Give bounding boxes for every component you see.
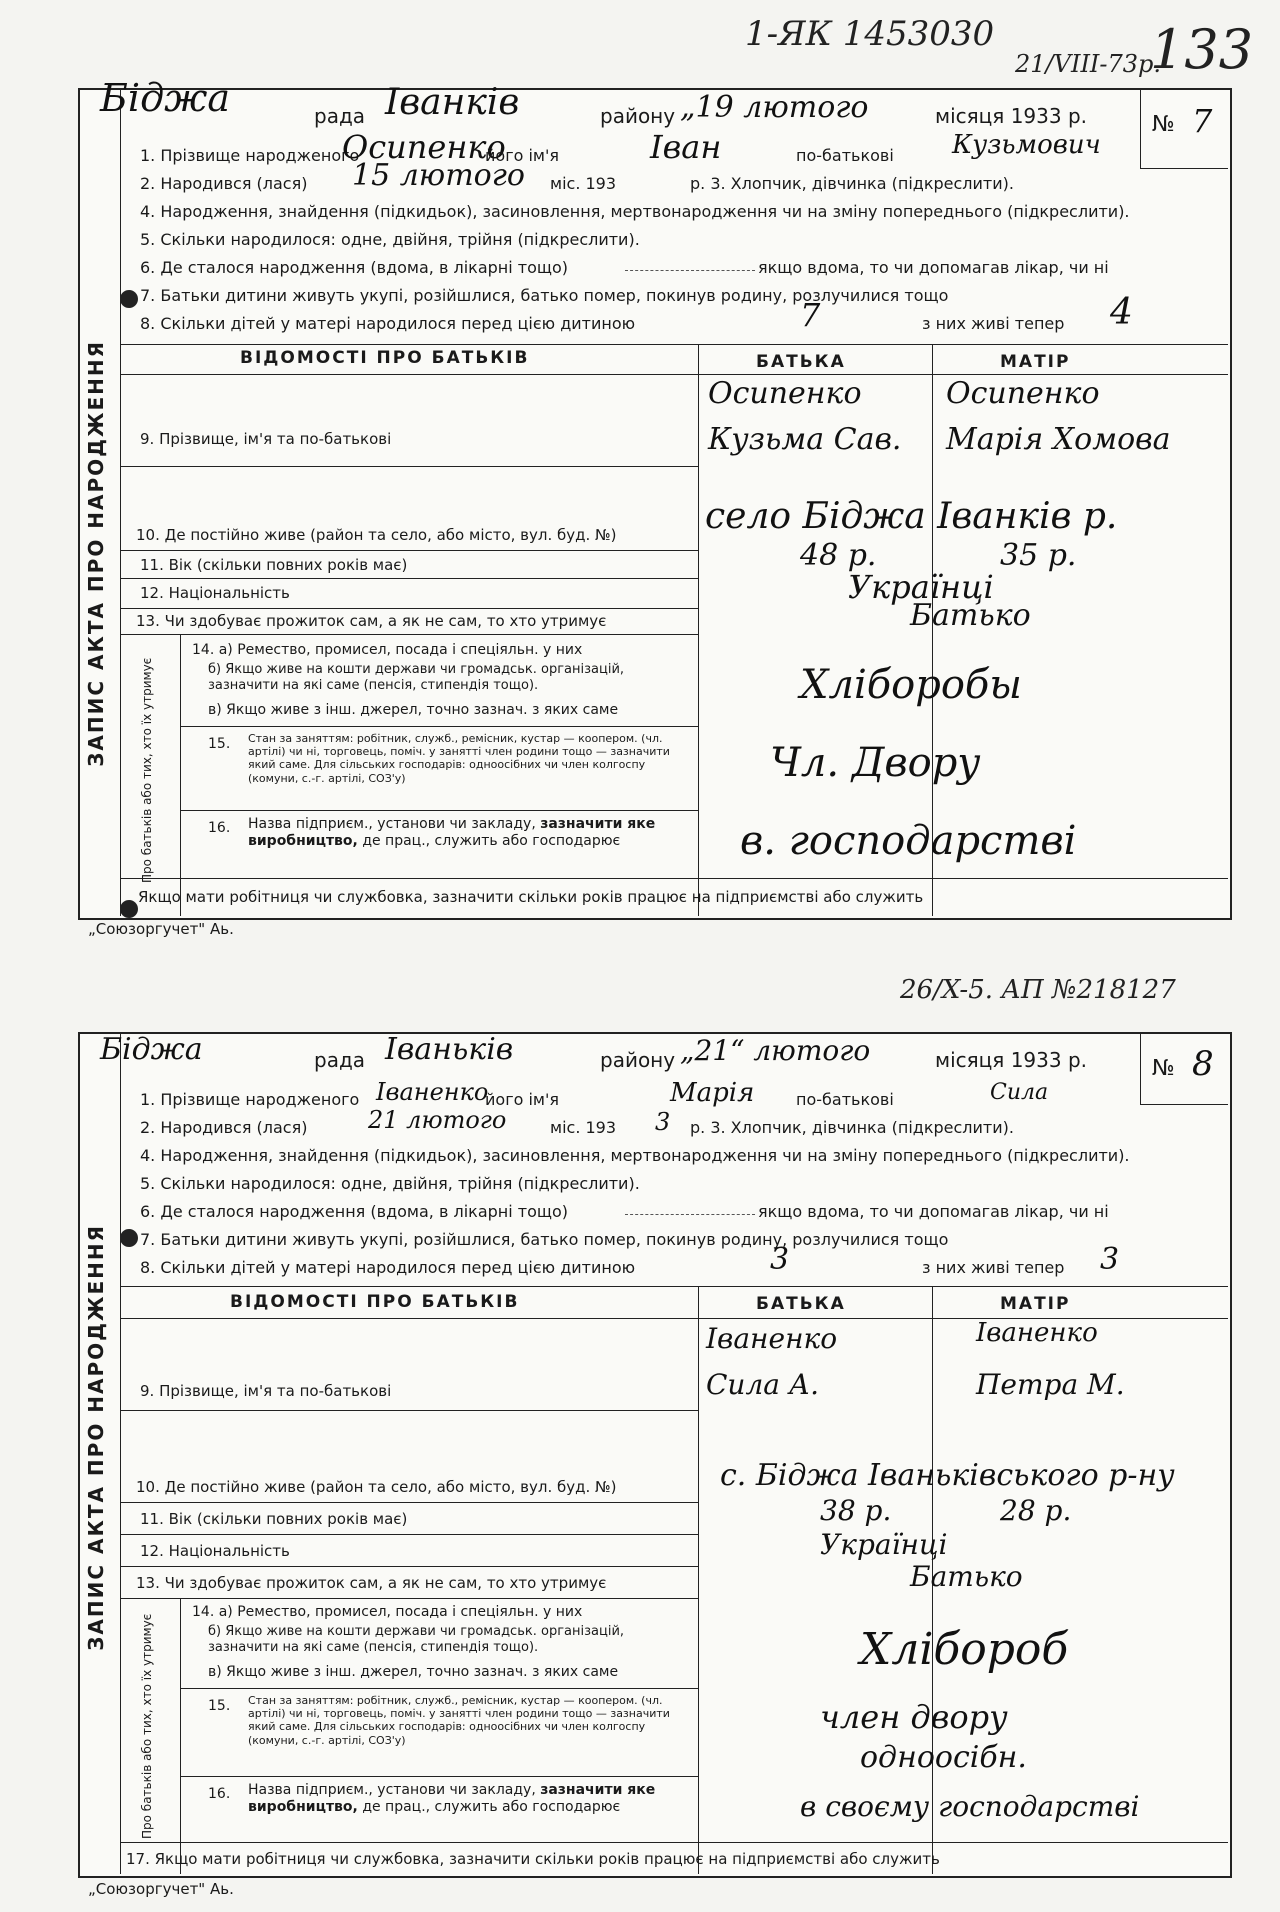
row16-border <box>120 1842 1228 1843</box>
header-parents-info: ВІДОМОСТІ ПРО БАТЬКІВ <box>240 348 530 368</box>
line6-label: 6. Де сталося народження (вдома, в лікарні тощо) <box>140 1202 568 1221</box>
row9-border <box>120 1410 698 1411</box>
row11-border <box>120 1534 698 1535</box>
month-label <box>935 104 1087 128</box>
year-digit: 3 <box>1048 104 1062 128</box>
table-header-border <box>120 374 1228 375</box>
month-text: місяця <box>935 1048 1005 1072</box>
row13-label: 13. Чи здобуває прожиток сам, а як не сам, то хто утримує <box>136 1574 607 1592</box>
line1-label: 1. Прізвище народженого <box>140 1090 360 1109</box>
village-value: Біджа <box>100 1032 203 1067</box>
number-box-bottom <box>1140 168 1228 169</box>
year-suffix: р. <box>1067 104 1088 128</box>
mother-name-2: Петра М. <box>976 1368 1125 1401</box>
line6-label: 6. Де сталося народження (вдома, в лікарні тощо) <box>140 258 568 277</box>
punch-hole <box>120 1229 138 1247</box>
row15-label: Стан за заняттям: робітник, служб., ремісник, кустар — коопером. (чл. артілі) чи ні, торговець, поміч. у занятті член родини тощо — зазначити який саме. Для сільських господарів: одноосібних чи член колгоспу (комуни, с.-г. артілі, СОЗ'у) <box>248 1694 670 1747</box>
number-box-border <box>1140 1034 1141 1104</box>
header-father: БАТЬКА <box>756 352 846 372</box>
rada-value: Іванків <box>385 82 520 123</box>
table-top-border <box>120 1286 1228 1287</box>
line6-dash <box>625 270 755 271</box>
mother-age: 35 р. <box>1000 538 1077 573</box>
row14b-label: б) Якщо живе на кошти держави чи громадськ. організацій, зазначити на які саме (пенсія, стипендія тощо). <box>208 1624 625 1655</box>
mother-name-1: Іваненко <box>976 1318 1098 1348</box>
row14c-label: в) Якщо живе з інш. джерел, точно зазнач. з яких саме <box>208 1664 619 1680</box>
nationality-value: Українці <box>848 568 994 606</box>
sheet-number: 133 <box>1150 18 1254 81</box>
workplace-value: в своєму господарстві <box>800 1790 1140 1823</box>
patronymic-value: Сила <box>990 1080 1049 1105</box>
row12-label: 12. Національність <box>140 1542 290 1560</box>
birth-record-form-2 <box>78 1032 1232 1878</box>
table-top-border <box>120 344 1228 345</box>
row16-label-a: Назва підприєм., установи чи закладу, <box>248 1782 536 1798</box>
row13-border <box>120 1598 698 1599</box>
footer-publisher: „Союзоргучет" Аь. <box>88 920 234 938</box>
row16-label <box>248 1782 693 1816</box>
father-age: 38 р. <box>820 1494 892 1527</box>
header-mother: МАТІР <box>1000 1294 1071 1314</box>
row17-label: 17. Якщо мати робітниця чи службовка, зазначити скільки років працює на підприємстві або служить <box>126 1850 940 1868</box>
row15-label: Стан за заняттям: робітник, служб., ремісник, кустар — коопером. (чл. артілі) чи ні, торговець, поміч. у занятті член родини тощо — зазначити який саме. Для сільських господарів: одноосібних чи член колгоспу (комуни, с.-г. артілі, СОЗ'у) <box>248 732 670 785</box>
row15-number: 15. <box>208 1698 231 1714</box>
row10-label: 10. Де постійно живе (район та село, або місто, вул. буд. №) <box>136 526 617 544</box>
year-prefix: 193 <box>1010 104 1049 128</box>
line2-label: 2. Народився (лася) <box>140 174 308 193</box>
sub-side-border <box>180 1598 181 1874</box>
line7-label: 7. Батьки дитини живуть укупі, розійшлися, батько помер, покинув родину, розлучилися тощо <box>140 286 949 305</box>
number-value: 7 <box>1192 102 1213 140</box>
date-value: „21“ лютого <box>680 1034 871 1067</box>
number-box-border <box>1140 90 1141 168</box>
line1-label: 1. Прізвище народженого <box>140 146 360 165</box>
surname-value: Осипенко <box>342 128 506 166</box>
row15-border <box>180 1776 698 1777</box>
born-day-value: 15 лютого <box>352 158 525 193</box>
number-label: № <box>1152 112 1175 137</box>
first-name-value: Іван <box>650 128 722 166</box>
side-subtitle: Про батьків або тих, хто їх утримує <box>140 1613 154 1840</box>
father-name-2: Кузьма Сав. <box>708 422 902 457</box>
punch-hole <box>120 290 138 308</box>
row10-border <box>120 1502 698 1503</box>
side-title: ЗАПИС АКТА ПРО НАРОДЖЕННЯ <box>84 1224 108 1651</box>
line6b-label: якщо вдома, то чи допомагав лікар, чи ні <box>758 258 1109 277</box>
village-value: Біджа <box>100 76 231 120</box>
residence-value: село Біджа Іванків р. <box>705 496 1118 537</box>
header-parents-info: ВІДОМОСТІ ПРО БАТЬКІВ <box>230 1292 520 1312</box>
row10-border <box>120 550 698 551</box>
row14a-label: 14. а) Ремество, промисел, посада і спеціяльн. у них <box>192 642 583 658</box>
alive-value: 4 <box>1110 292 1133 333</box>
supported-by-value: Батько <box>910 1560 1023 1593</box>
row16-number: 16. <box>208 820 231 836</box>
row16-label-b: зазначити яке виробництво, <box>248 1782 656 1815</box>
row16-label <box>248 816 693 850</box>
nationality-value: Українці <box>820 1528 948 1561</box>
mother-age: 28 р. <box>1000 1494 1072 1527</box>
rada-value: Іваньків <box>385 1032 514 1067</box>
supported-by-value: Батько <box>910 598 1031 633</box>
row13-label: 13. Чи здобуває прожиток сам, а як не сам, то хто утримує <box>136 612 607 630</box>
alive-value: 3 <box>1100 1242 1120 1277</box>
header-mother: МАТІР <box>1000 352 1071 372</box>
year-prefix: 193 <box>1010 1048 1049 1072</box>
first-name-value: Марія <box>670 1078 755 1108</box>
side-subtitle: Про батьків або тих, хто їх утримує <box>140 657 154 883</box>
row11-label: 11. Вік (скільки повних років має) <box>140 556 408 574</box>
punch-hole <box>120 900 138 918</box>
trade-value: Хліборобы <box>800 662 1022 708</box>
row15-number: 15. <box>208 736 231 752</box>
born-month-label: міс. 193 <box>550 174 617 193</box>
born-month-label: міс. 193 <box>550 1118 617 1137</box>
line6b-label: якщо вдома, то чи допомагав лікар, чи ні <box>758 1202 1109 1221</box>
status-value-1: член двору <box>820 1698 1008 1736</box>
born-before-value: 7 <box>800 296 821 334</box>
row9-label: 9. Прізвище, ім'я та по-батькові <box>140 430 392 448</box>
patronymic-label: по-батькові <box>796 146 894 165</box>
sub-side-border <box>180 634 181 916</box>
row12-border <box>120 608 698 609</box>
row14a-label: 14. а) Ремество, промисел, посада і спеціяльн. у них <box>192 1604 583 1620</box>
number-label: № <box>1152 1056 1175 1081</box>
status-value-2: одноосібн. <box>860 1740 1027 1775</box>
patronymic-value: Кузьмович <box>952 130 1101 160</box>
row15-border <box>180 810 698 811</box>
rayon-label: району <box>600 1048 676 1072</box>
row17-label: Якщо мати робітниця чи службовка, зазначити скільки років працює на підприємстві або служить <box>138 888 924 906</box>
born-year-value: 3 <box>655 1108 671 1136</box>
row16-label-a: Назва підприєм., установи чи закладу, <box>248 816 536 832</box>
line4-label: 4. Народження, знайдення (підкидьок), засиновлення, мертвонародження чи на зміну попереднього (підкреслити). <box>140 1146 1130 1165</box>
alive-label: з них живі тепер <box>922 314 1065 333</box>
row10-label: 10. Де постійно живе (район та село, або місто, вул. буд. №) <box>136 1478 617 1496</box>
row14c-label: в) Якщо живе з інш. джерел, точно зазнач. з яких саме <box>208 702 619 718</box>
year-suffix: р. <box>1067 1048 1088 1072</box>
row9-border <box>120 466 698 467</box>
line6-dash <box>625 1214 755 1215</box>
rada-label: рада <box>314 1048 366 1072</box>
row14-border <box>180 1688 698 1689</box>
mid-stamp: 26/X-5. АП №218127 <box>900 975 1176 1005</box>
archive-stamp: 1-ЯК 1453030 <box>745 14 995 54</box>
side-title: ЗАПИС АКТА ПРО НАРОДЖЕННЯ <box>84 340 108 767</box>
line5-label: 5. Скільки народилося: одне, двійня, трійня (підкреслити). <box>140 1174 640 1193</box>
rada-label: рада <box>314 104 366 128</box>
number-box-bottom <box>1140 1104 1228 1105</box>
father-name-2: Сила А. <box>706 1368 819 1401</box>
row14b-label: б) Якщо живе на кошти держави чи громадськ. організацій, зазначити на які саме (пенсія, стипендія тощо). <box>208 662 625 693</box>
month-text: місяця <box>935 104 1005 128</box>
status-value: Чл. Двору <box>770 740 981 786</box>
date-value: „19 лютого <box>680 90 869 125</box>
archive-date: 21/VIII-73р. <box>1015 50 1162 78</box>
line4-label: 4. Народження, знайдення (підкидьок), засиновлення, мертвонародження чи на зміну попереднього (підкреслити). <box>140 202 1130 221</box>
footer-publisher: „Союзоргучет" Аь. <box>88 1880 234 1898</box>
col-divider-1 <box>698 1286 699 1874</box>
month-label <box>935 1048 1087 1072</box>
trade-value: Хлібороб <box>860 1624 1069 1675</box>
line8-label: 8. Скільки дітей у матері народилося перед цією дитиною <box>140 1258 636 1277</box>
workplace-value: в. господарстві <box>740 818 1077 864</box>
mother-name-2: Марія Хомова <box>946 422 1171 457</box>
first-name-label: його ім'я <box>485 1090 560 1109</box>
line7-label: 7. Батьки дитини живуть укупі, розійшлися, батько помер, покинув родину, розлучилися тощо <box>140 1230 949 1249</box>
mother-name-1: Осипенко <box>946 376 1100 411</box>
birth-record-form-1 <box>78 76 1232 920</box>
row16-label-b: зазначити яке виробництво, <box>248 816 656 849</box>
row11-label: 11. Вік (скільки повних років має) <box>140 1510 408 1528</box>
line5-label: 5. Скільки народилося: одне, двійня, трійня (підкреслити). <box>140 230 640 249</box>
born-before-value: 3 <box>770 1242 790 1277</box>
gender-label: р. 3. Хлопчик, дівчинка (підкреслити). <box>690 1118 1014 1137</box>
row11-border <box>120 578 698 579</box>
number-value: 8 <box>1192 1044 1214 1084</box>
row12-label: 12. Національність <box>140 584 290 602</box>
row16-label-c: де прац., служить або господарює <box>362 832 621 849</box>
surname-value: Іваненко <box>376 1078 489 1106</box>
row13-border <box>120 634 698 635</box>
row14-border <box>180 726 698 727</box>
row9-label: 9. Прізвище, ім'я та по-батькові <box>140 1382 392 1400</box>
father-name-1: Іваненко <box>706 1322 838 1355</box>
first-name-label: його ім'я <box>485 146 560 165</box>
row16-label-c: де прац., служить або господарює <box>362 1798 621 1815</box>
row16-number: 16. <box>208 1786 231 1802</box>
row16-border <box>120 878 1228 879</box>
rayon-label: району <box>600 104 676 128</box>
line2-label: 2. Народився (лася) <box>140 1118 308 1137</box>
alive-label: з них живі тепер <box>922 1258 1065 1277</box>
year-digit: 3 <box>1048 1048 1062 1072</box>
patronymic-label: по-батькові <box>796 1090 894 1109</box>
gender-label: р. 3. Хлопчик, дівчинка (підкреслити). <box>690 174 1014 193</box>
father-age: 48 р. <box>800 538 877 573</box>
father-name-1: Осипенко <box>708 376 862 411</box>
residence-value: с. Біджа Іваньківського р-ну <box>720 1458 1175 1493</box>
header-father: БАТЬКА <box>756 1294 846 1314</box>
born-day-value: 21 лютого <box>368 1106 507 1134</box>
line8-label: 8. Скільки дітей у матері народилося перед цією дитиною <box>140 314 636 333</box>
row12-border <box>120 1566 698 1567</box>
col-divider-1 <box>698 344 699 916</box>
